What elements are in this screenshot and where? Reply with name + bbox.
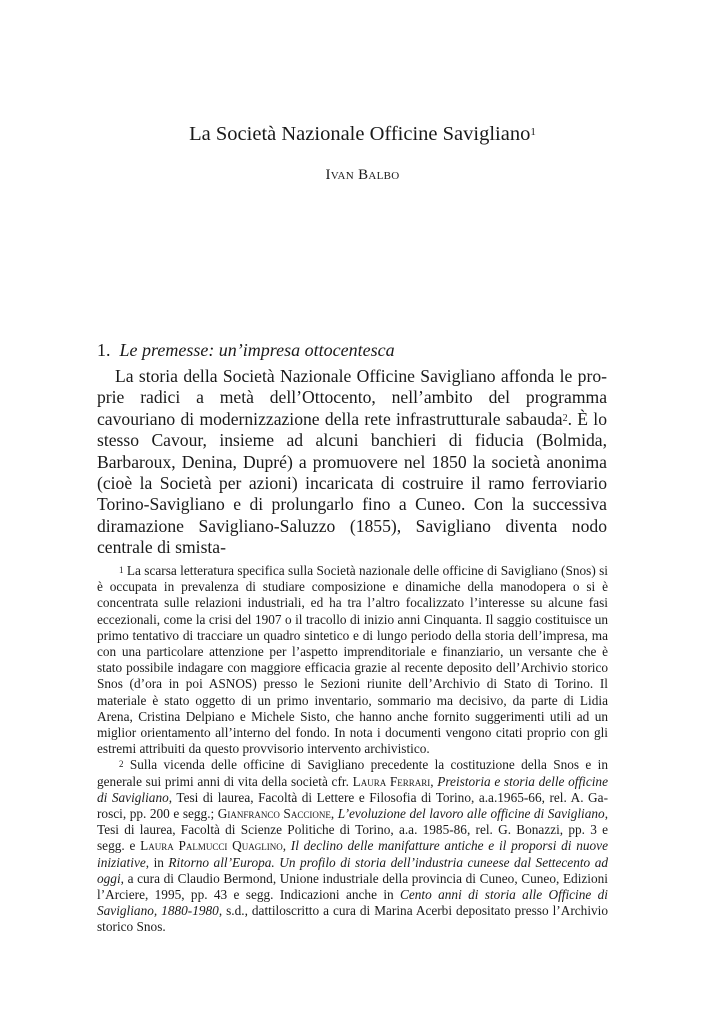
footnote-2 (97, 757, 608, 935)
footnote-number: 2 (119, 759, 124, 770)
cited-work: Preistoria e storia delle officine di Savigliano (97, 773, 608, 805)
cited-work: Il declino delle manifatture antiche e il proporsi di nuove iniziative (97, 838, 608, 870)
footnote-text: , a cura di Claudio Bermond, Unione industriale della provincia di Cuneo, Cuneo, Edizioni l’Arciere, 1995, pp. 43 e segg. Indicazioni anche in (97, 870, 608, 903)
cited-work: Cento anni di storia alle Officine di Savigliano, 1880-1980 (97, 887, 608, 919)
author-name: Ivan Balbo (325, 167, 400, 183)
paragraph-text: La storia della Società Nazionale Officine Savigliano affonda le proprie radici a metà dell’Ottocento, nell’ambito del programma cavouriano di modernizzazione della rete infrastrutturale sabauda (97, 366, 607, 429)
section-number: 1. (97, 340, 111, 360)
footnotes (97, 563, 608, 936)
body-text (97, 366, 607, 559)
cited-author: Gianfranco Saccione (217, 806, 331, 822)
title-footnote-mark[interactable]: 1 (530, 126, 536, 138)
footnote-mark[interactable]: 2 (562, 412, 568, 424)
cited-author: Laura Palmucci Quaglino (140, 838, 283, 854)
footnote-text: , in (145, 854, 169, 870)
footnote-text: , (330, 806, 338, 822)
footnote-text: , (430, 773, 438, 789)
footnote-text: , (282, 838, 291, 854)
paragraph (97, 366, 607, 559)
footnote-text: , s.d., dattiloscritto a cura di Marina Acerbi depositato presso l’Archivio storico Snos. (97, 903, 609, 935)
footnote-text: , Tesi di laurea, Facoltà di Lettere e Filosofia di Torino, a.a.1965-66, rel. A. Garosci, pp. 200 e segg.; (97, 789, 608, 822)
footnote-text: Sulla vicenda delle officine di Savigliano precedente la costituzione della Snos e in generale sui primi anni di vita della società cfr. (97, 757, 609, 789)
section-heading (97, 339, 617, 361)
paragraph-text: . È lo stesso Cavour, insieme ad alcuni banchieri di fiducia (Bolmida, Barbaroux, Denina, Dupré) a promuovere nel 1850 la società anonima (cioè la Società per azioni) incaricata di costruire il ramo ferroviario Torino-Savigliano e di prolungarlo fino a Cuneo. Con la successiva diramazione Savigliano-Saluzzo (1855), Savigliano diventa nodo centrale di smista- (97, 408, 607, 558)
page-title (0, 121, 725, 147)
footnote-1 (97, 563, 608, 757)
cited-author: Laura Ferrari (352, 773, 431, 789)
cited-work: L’evoluzione del lavoro alle officine di Savigliano (337, 806, 605, 822)
footnote-text: La scarsa letteratura specifica sulla Società nazionale delle officine di Savigliano (Snos) si è occupata in prevalenza di studiare composizione e dinamiche della manodopera o si è concentrata sulle relazioni industriali, ed ha tra l’altro focalizzato l’interesse su alcune fasi eccezionali, come la crisi del 1907 o il tracollo di inizio anni Cinquanta. Il saggio costituisce un primo tentativo di tracciare un quadro sintetico e di lungo periodo della storia dell’impresa, ma con una particolare attenzione per l’aspetto imprenditoriale e finanziario, un versante che è stato possibile indagare con maggiore efficacia grazie al recente deposito dell’Archivio storico Snos (d’ora in poi ASNOS) presso le Sezioni riunite dell’Archivio di Stato di Torino. Il materiale è stato oggetto di un primo inventario, sommario ma decisivo, da parte di Lidia Arena, Cristina Delpiano e Michele Sisto, che hanno anche fornito suggerimenti utili ad un miglior orientamento all’interno del fondo. In nota i documenti vengono citati proprio con gli estremi attribuiti da questo provvisorio intervento archivistico. (97, 563, 609, 757)
title-text: La Società Nazionale Officine Savigliano (189, 123, 531, 145)
section-title: Le premesse: un’impresa ottocentesca (119, 340, 395, 360)
footnote-number: 1 (119, 565, 124, 575)
footnote-text: , Tesi di laurea, Facoltà di Scienze Politiche di Torino, a.a. 1985-86, rel. G. Bonazzi, pp. 3 e segg. e (97, 806, 609, 854)
cited-work: Ritorno all’Europa. Un profilo di storia dell’industria cuneese dal Settecento ad oggi (97, 854, 608, 886)
